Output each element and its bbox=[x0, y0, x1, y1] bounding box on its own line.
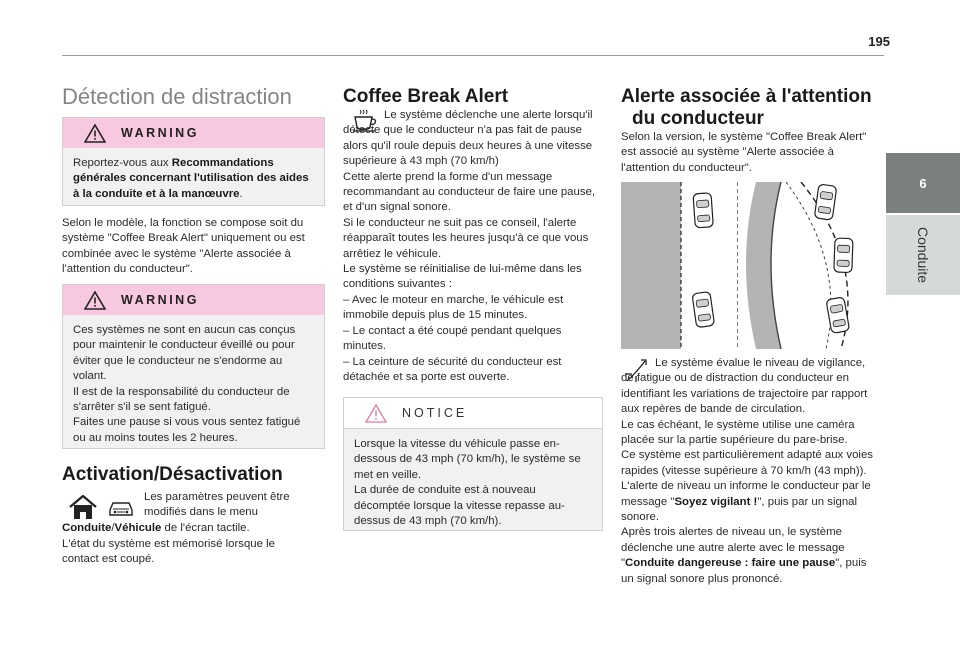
notice-text-1: Lorsque la vitesse du véhicule passe en-dessous de 43 mph (70 km/h), le système se met en veille. bbox=[354, 438, 581, 481]
attention-para-5 bbox=[621, 525, 875, 587]
attention-intro: Selon la version, le système "Coffee Break Alert" est associé au système "Alerte associée à l'attention du conducteur". bbox=[621, 131, 867, 174]
coffee-list-item-2: – Le contact a été coupé pendant quelques minutes. bbox=[343, 324, 562, 353]
attention-para-5-post: ", puis un signal sonore plus prononcé. bbox=[621, 557, 867, 585]
warning-label: WARNING bbox=[121, 293, 199, 307]
warning-text-bold: Recommandations générales concernant l'utilisation des aides à la conduite et à la manœuvre bbox=[73, 157, 309, 200]
section-title-distraction: Détection de distraction bbox=[62, 84, 292, 109]
car-icon bbox=[814, 184, 837, 220]
menu-vehicule: Véhicule bbox=[114, 522, 162, 534]
warning-header bbox=[63, 285, 324, 315]
section-title-activation: Activation/Désactivation bbox=[62, 464, 283, 485]
lane-departure-illustration bbox=[621, 182, 872, 349]
warning-text-2: Il est de la responsabilité du conducteur de s'arrêter s'il se sent fatigué. bbox=[73, 385, 290, 414]
attention-para-1: Le système évalue le niveau de vigilance, de fatigue ou de distraction du conducteur en identifiant les variations de trajectoire par rapport aux repères de bande de circulation. bbox=[621, 357, 868, 416]
notice-triangle-icon bbox=[365, 404, 387, 423]
home-icon bbox=[68, 494, 98, 521]
warning-triangle-icon bbox=[84, 291, 106, 310]
menu-conduite: Conduite bbox=[62, 522, 112, 534]
car-icon bbox=[692, 291, 715, 327]
activation-text-b bbox=[62, 521, 326, 536]
intro-paragraph: Selon le modèle, la fonction se compose soit du système "Coffee Break Alert" uniquement ou est combinée avec le système "Alerte associée à l'attention du conducteur". bbox=[62, 217, 305, 276]
menu-separator: / bbox=[111, 522, 115, 534]
notice-text-2: La durée de conduite est à nouveau décomptée lorsque la vitesse repasse au-dessus de 43 mph (70 km/h). bbox=[354, 484, 565, 528]
coffee-para-1: Le système déclenche une alerte lorsqu'il détecte que le conducteur n'a pas fait de pause alors qu'il roule depuis deux heures à une vitesse supérieure à 43 mph (70 km/h) bbox=[343, 109, 593, 168]
warning-triangle-icon bbox=[84, 124, 106, 143]
header-divider bbox=[62, 55, 884, 56]
chapter-tab-label[interactable] bbox=[886, 215, 960, 295]
coffee-list-item-1: – Avec le moteur en marche, le véhicule est immobile depuis plus de 15 minutes. bbox=[343, 293, 564, 322]
section-title-attention-2: du conducteur bbox=[632, 108, 764, 129]
attention-para-2: Le cas échéant, le système utilise une caméra placée sur la partie supérieure du pare-brise. bbox=[621, 418, 855, 447]
chapter-title: Conduite bbox=[915, 226, 931, 284]
warning-text-1: Ces systèmes ne sont en aucun cas conçus pour maintenir le conducteur éveillé ou pour éviter que le conducteur ne s'endorme au volant. bbox=[73, 324, 296, 383]
warning-header bbox=[63, 118, 324, 148]
warning-text bbox=[73, 156, 314, 202]
attention-para-4-pre: L'alerte de niveau un informe le conducteur par le message " bbox=[621, 480, 871, 508]
coffee-para-2: Cette alerte prend la forme d'un message recommandant au conducteur de faire une pause, et d'un signal sonore. bbox=[343, 170, 596, 214]
attention-para-4 bbox=[621, 479, 875, 525]
warning-text-post: . bbox=[239, 187, 243, 200]
notice-label: NOTICE bbox=[402, 406, 468, 420]
warning-text-3: Faites une pause si vous vous sentez fatigué ou au moins toutes les 2 heures. bbox=[73, 416, 301, 444]
warning-box-1 bbox=[62, 117, 325, 206]
chapter-tab-number[interactable]: 6 bbox=[886, 153, 960, 213]
car-settings-icon bbox=[107, 497, 135, 519]
notice-box bbox=[343, 397, 603, 531]
page-number: 195 bbox=[868, 34, 890, 49]
attention-text-block bbox=[621, 356, 875, 587]
coffee-para-4: Le système se réinitialise de lui-même dans les conditions suivantes : bbox=[343, 263, 582, 291]
attention-para-3: Ce système est particulièrement adapté aux voies rapides (vitesse supérieure à 70 km/h (43 mph)). bbox=[621, 449, 873, 477]
message-conduite-dangereuse: Conduite dangereuse : faire une pause bbox=[625, 557, 836, 570]
coffee-text-block bbox=[343, 108, 601, 385]
section-title-attention-1: Alerte associée à l'attention bbox=[621, 86, 872, 107]
message-soyez-vigilant: Soyez vigilant ! bbox=[674, 495, 758, 508]
warning-text-pre: Reportez-vous aux bbox=[73, 157, 172, 169]
section-title-coffee-break: Coffee Break Alert bbox=[343, 86, 509, 107]
car-icon bbox=[693, 193, 713, 228]
car-icon bbox=[834, 238, 853, 273]
attention-para-5-pre: Après trois alertes de niveau un, le système déclenche une autre alerte avec le message " bbox=[621, 526, 845, 570]
attention-para-4-post: ", puis par un signal sonore. bbox=[621, 495, 858, 524]
coffee-para-3: Si le conducteur ne suit pas ce conseil, l'alerte réapparaît toutes les heures jusqu'à ce que vous arrêtiez le véhicule. bbox=[343, 216, 589, 260]
activation-text-a: Les paramètres peuvent être modifiés dans le menu bbox=[144, 491, 290, 519]
coffee-list-item-3: – La ceinture de sécurité du conducteur est détachée et sa porte est ouverte. bbox=[343, 355, 562, 383]
activation-text-c: L'état du système est mémorisé lorsque le contact est coupé. bbox=[62, 538, 275, 566]
warning-box-2 bbox=[62, 284, 325, 449]
warning-label: WARNING bbox=[121, 126, 199, 140]
activation-text-b-rest: de l'écran tactile. bbox=[161, 522, 250, 534]
notice-header bbox=[344, 398, 602, 429]
